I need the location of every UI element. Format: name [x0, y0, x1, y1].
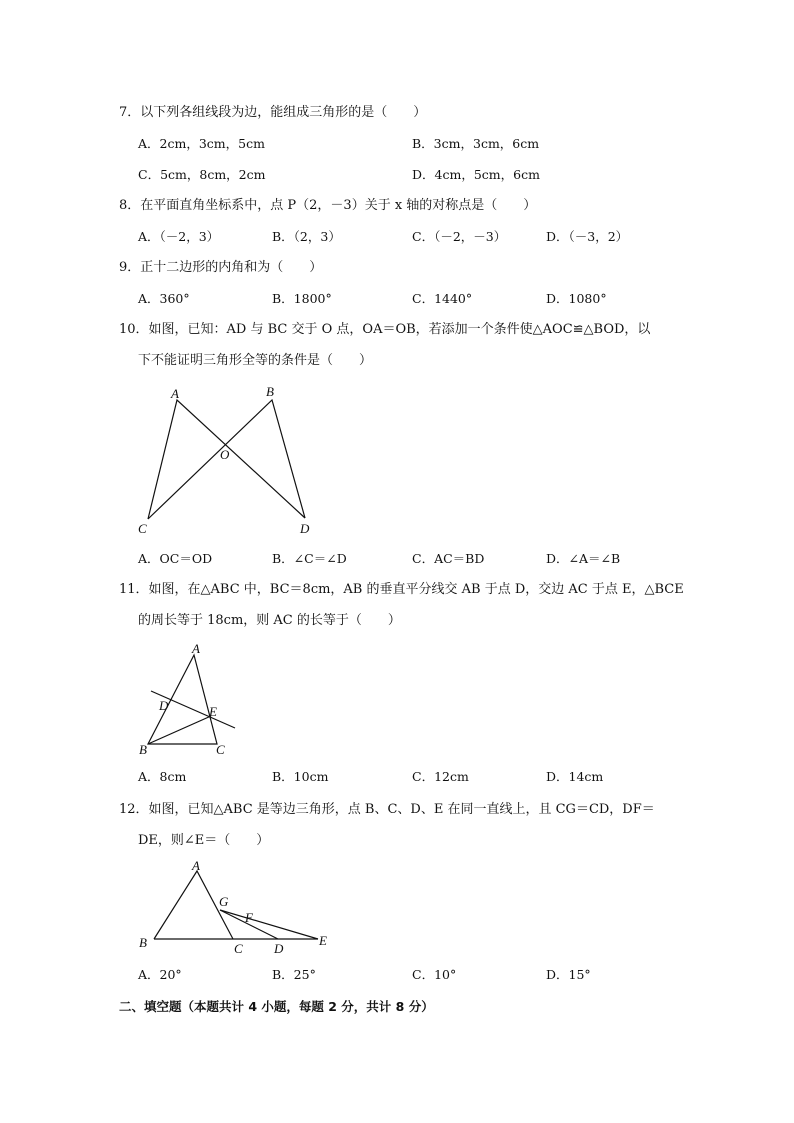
q10-stem-line2: 下不能证明三角形全等的条件是（ ） [138, 353, 373, 368]
q10-option-c: C．AC＝BD [412, 551, 485, 566]
q9-option-c: C．1440° [412, 291, 473, 306]
q10-option-a: A．OC＝OD [138, 551, 213, 566]
q9-option-b: B．1800° [272, 291, 332, 306]
q11-option-b: B．10cm [272, 769, 329, 784]
q12-label-c: C [234, 941, 243, 956]
q11-option-d: D．14cm [546, 769, 604, 784]
q12-label-d: D [274, 941, 284, 956]
q11-label-b: B [139, 742, 147, 757]
q10-figure [130, 380, 330, 540]
q10-option-b: B．∠C＝∠D [272, 551, 347, 566]
q12-option-c: C．10° [412, 967, 457, 982]
q7-option-c: C．5cm，8cm，2cm [138, 167, 266, 182]
q10-label-o: O [220, 447, 230, 462]
q12-label-b: B [139, 935, 147, 950]
q12-figure [135, 858, 345, 958]
q10-stem-line1: 10．如图，已知：AD 与 BC 交于 O 点，OA＝OB，若添加一个条件使△AOC≌△BOD，以 [119, 322, 651, 337]
q7-option-d: D．4cm，5cm，6cm [412, 167, 540, 182]
q10-option-d: D．∠A＝∠B [546, 551, 621, 566]
q7-option-a: A．2cm，3cm，5cm [138, 136, 265, 151]
q8-stem: 8．在平面直角坐标系中，点 P（2，－3）关于 x 轴的对称点是（ ） [119, 198, 537, 213]
q12-option-b: B．25° [272, 967, 316, 982]
q11-stem-line2: 的周长等于 18cm，则 AC 的长等于（ ） [138, 613, 401, 628]
q12-option-d: D．15° [546, 967, 591, 982]
q11-label-d: D [159, 698, 169, 713]
section-2-heading: 二、填空题（本题共计 4 小题，每题 2 分，共计 8 分） [119, 999, 434, 1014]
q8-option-c: C．（－2，－3） [412, 229, 507, 244]
q10-label-c: C [138, 521, 147, 536]
q10-label-a: A [171, 386, 179, 401]
q11-label-e: E [209, 704, 217, 719]
q9-option-d: D．1080° [546, 291, 607, 306]
q11-option-c: C．12cm [412, 769, 469, 784]
q12-label-g: G [219, 894, 229, 909]
q11-label-a: A [192, 641, 200, 656]
q9-option-a: A．360° [138, 291, 190, 306]
q12-stem-line1: 12．如图，已知△ABC 是等边三角形，点 B、C、D、E 在同一直线上，且 CG＝CD，DF＝ [119, 802, 655, 817]
q8-option-b: B．（2，3） [272, 229, 341, 244]
q12-stem-line2: DE，则∠E＝（ ） [138, 833, 270, 848]
q7-option-b: B．3cm，3cm，6cm [412, 136, 540, 151]
q12-label-f: F [245, 910, 253, 925]
q7-stem: 7．以下列各组线段为边，能组成三角形的是（ ） [119, 105, 427, 120]
q11-figure [135, 640, 255, 760]
q8-option-d: D．（－3，2） [546, 229, 629, 244]
q11-option-a: A．8cm [138, 769, 187, 784]
q11-label-c: C [216, 742, 225, 757]
q12-label-e: E [319, 933, 327, 948]
q12-label-a: A [192, 858, 200, 873]
q10-label-d: D [300, 521, 310, 536]
q11-stem-line1: 11．如图，在△ABC 中，BC＝8cm，AB 的垂直平分线交 AB 于点 D，交边 AC 于点 E，△BCE [119, 582, 684, 597]
q8-option-a: A．（－2，3） [138, 229, 220, 244]
q9-stem: 9．正十二边形的内角和为（ ） [119, 260, 323, 275]
q11-segment-be [148, 716, 211, 744]
q10-label-b: B [266, 384, 274, 399]
q12-option-a: A．20° [138, 967, 182, 982]
